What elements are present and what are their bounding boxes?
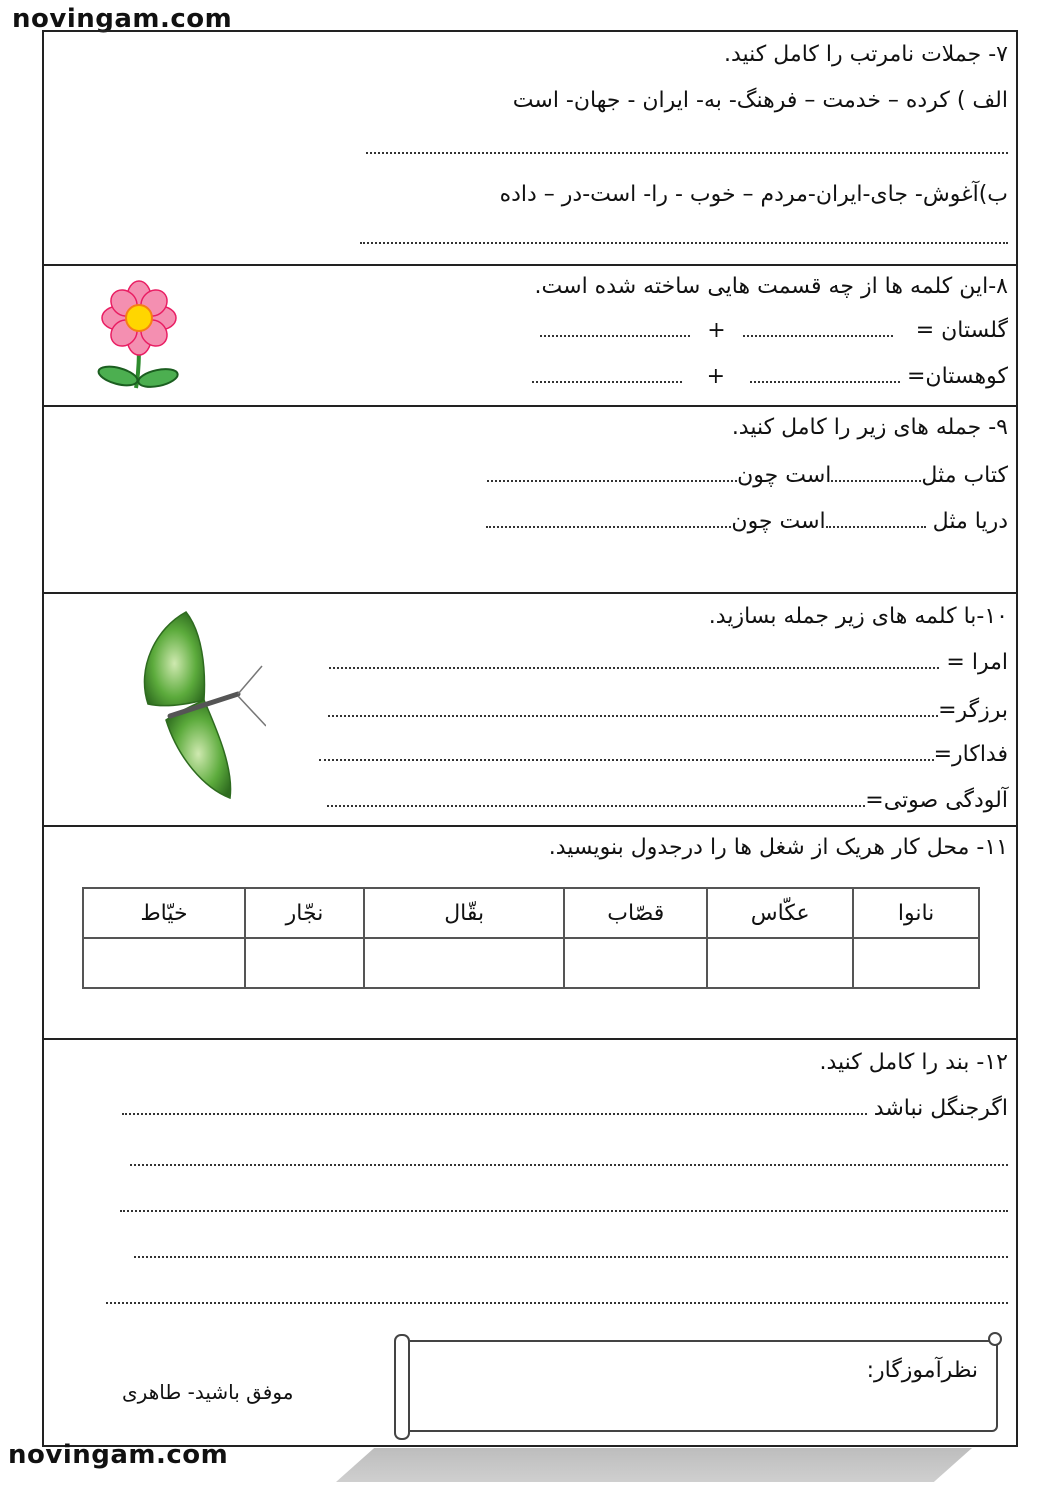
q12-blank-1[interactable]: [122, 1097, 867, 1115]
q10-word-1: امرا =: [946, 650, 1008, 675]
job-cell: بقّال: [364, 888, 564, 938]
worksheet-frame: [42, 30, 1018, 1447]
jobs-table: [82, 887, 980, 989]
q9-row-2: [486, 509, 1008, 534]
q8-word-1: گلستان =: [915, 318, 1008, 343]
jobs-answer-row: [83, 938, 979, 988]
q10-row-2: [328, 698, 1008, 723]
q8-row-1: [540, 318, 1008, 343]
q9-blank-2a[interactable]: [826, 510, 926, 528]
answer-cell[interactable]: [83, 938, 245, 988]
q9-title: ۹- جمله های زیر را کامل کنید.: [731, 415, 1008, 440]
jobs-header-row: [83, 888, 979, 938]
q7-item-a: الف ) کرده – خدمت – فرهنگ- به- ایران - جهان- است: [512, 88, 1008, 113]
q7-item-b: ب)آغوش- جای-ایران-مردم – خوب - را- است-در – داده: [499, 182, 1008, 207]
q10-title: ۱۰-با کلمه های زیر جمله بسازید.: [708, 604, 1008, 629]
job-cell: نجّار: [245, 888, 364, 938]
q9-phrase-2b: است چون: [731, 509, 826, 534]
q12-blank-3[interactable]: [120, 1210, 1008, 1212]
q10-row-3: [319, 742, 1008, 767]
q11-title: ۱۱- محل کار هریک از شغل ها را درجدول بنویسید.: [548, 835, 1008, 860]
q12-title: ۱۲- بند را کامل کنید.: [819, 1050, 1008, 1075]
watermark-top: novingam.com: [12, 4, 233, 34]
q9-blank-1b[interactable]: [487, 464, 737, 482]
q9-row-1: [487, 463, 1008, 488]
q8-blank-2a[interactable]: [750, 365, 900, 383]
question-7: [44, 32, 1016, 266]
job-cell: عکّاس: [707, 888, 853, 938]
q10-word-4: آلودگی صوتی=: [865, 788, 1008, 813]
q12-blank-2[interactable]: [130, 1164, 1008, 1166]
job-cell: خیّاط: [83, 888, 245, 938]
q12-row-1: [122, 1096, 1008, 1121]
signature: موفق باشید- طاهری: [122, 1380, 294, 1404]
q9-phrase-1b: است چون: [737, 463, 832, 488]
question-12: [44, 1040, 1016, 1445]
q10-blank-3[interactable]: [319, 743, 934, 761]
q12-blank-4[interactable]: [134, 1256, 1008, 1258]
job-cell: نانوا: [853, 888, 979, 938]
answer-cell[interactable]: [364, 938, 564, 988]
question-11: [44, 827, 1016, 1040]
q9-phrase-2a: دریا مثل: [932, 509, 1008, 534]
question-10: [44, 594, 1016, 827]
q10-word-2: برزگر=: [938, 698, 1008, 723]
q8-blank-1b[interactable]: [540, 319, 690, 337]
q7-answer-line-b[interactable]: [360, 242, 1008, 244]
teacher-comment-label: نظرآموزگار:: [866, 1358, 978, 1383]
plus-sign: +: [707, 318, 726, 343]
question-8: [44, 266, 1016, 407]
q10-blank-2[interactable]: [328, 699, 938, 717]
q10-word-3: فداکار=: [933, 742, 1008, 767]
q10-row-4: [327, 788, 1008, 813]
butterfly-icon: [126, 608, 266, 804]
q8-word-2: کوهستان=: [907, 364, 1008, 389]
page-shadow: [336, 1448, 972, 1482]
question-9: [44, 407, 1016, 594]
answer-cell[interactable]: [245, 938, 364, 988]
q10-blank-1[interactable]: [329, 651, 939, 669]
answer-cell[interactable]: [707, 938, 853, 988]
q8-blank-2b[interactable]: [532, 365, 682, 383]
q8-title: ۸-این کلمه ها از چه قسمت هایی ساخته شده است.: [534, 274, 1008, 299]
q10-blank-4[interactable]: [327, 789, 865, 807]
q9-blank-2b[interactable]: [486, 510, 731, 528]
q12-blank-5[interactable]: [106, 1302, 1008, 1304]
q12-start-text: اگرجنگل نباشد: [873, 1096, 1008, 1121]
answer-cell[interactable]: [564, 938, 707, 988]
flower-icon: [94, 276, 184, 396]
q8-blank-1a[interactable]: [743, 319, 893, 337]
watermark-bottom: novingam.com: [8, 1440, 229, 1470]
q9-blank-1a[interactable]: [831, 464, 921, 482]
job-cell: قصّاب: [564, 888, 707, 938]
q7-answer-line-a[interactable]: [366, 152, 1008, 154]
q10-row-1: [329, 650, 1008, 675]
answer-cell[interactable]: [853, 938, 979, 988]
q8-row-2: [532, 364, 1008, 389]
q9-phrase-1a: کتاب مثل: [921, 463, 1008, 488]
teacher-comment-box[interactable]: [404, 1340, 998, 1432]
q7-title: ۷- جملات نامرتب را کامل کنید.: [723, 42, 1008, 67]
plus-sign: +: [706, 364, 725, 389]
